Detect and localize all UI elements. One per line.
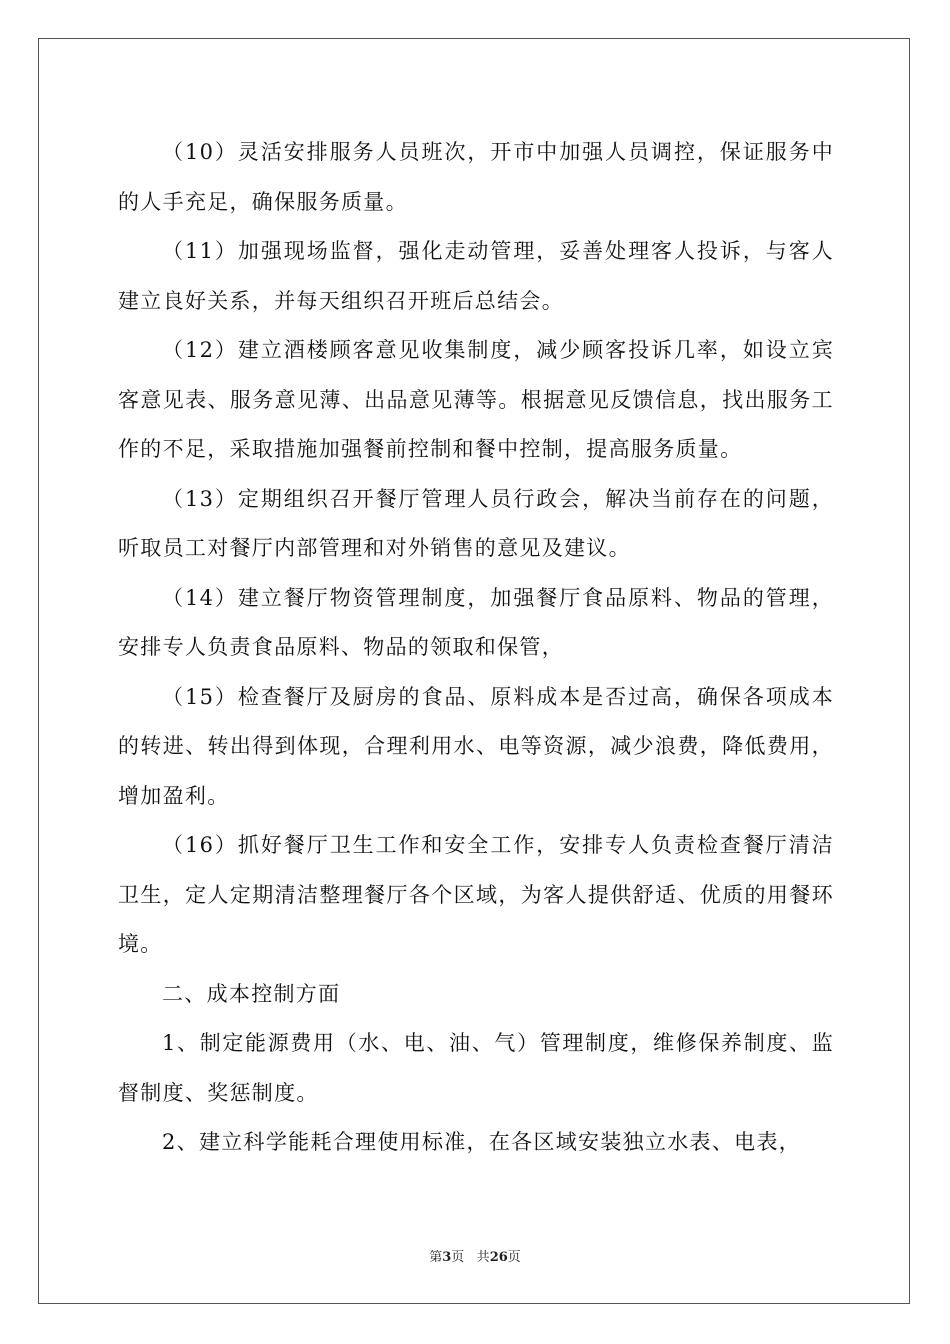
footer-prefix: 第 (429, 1250, 443, 1265)
paragraph-cost-2: 2、建立科学能耗合理使用标准，在各区域安装独立水表、电表， (162, 1130, 802, 1154)
paragraph-16: （16）抓好餐厅卫生工作和安全工作，安排专人负责检查餐厅清洁卫生，定人定期清洁整理餐厅各个区域，为客人提供舒适、优质的用餐环境。 (118, 833, 834, 956)
footer-page-number: 3 (442, 1250, 452, 1265)
paragraph-14: （14）建立餐厅物资管理制度，加强餐厅食品原料、物品的管理，安排专人负责食品原料、物品的领取和保管， (118, 585, 834, 659)
paragraph-11: （11）加强现场监督，强化走动管理，妥善处理客人投诉，与客人建立良好关系，并每天组织召开班后总结会。 (118, 239, 834, 313)
paragraph-cost-1: 1、制定能源费用（水、电、油、气）管理制度，维修保养制度、监督制度、奖惩制度。 (118, 1031, 834, 1105)
footer-total-prefix: 共 (476, 1250, 490, 1265)
paragraph-15: （15）检查餐厅及厨房的食品、原料成本是否过高，确保各项成本的转进、转出得到体现，合理利用水、电等资源，减少浪费，降低费用，增加盈利。 (118, 684, 834, 808)
footer-page-unit: 页 (451, 1250, 465, 1265)
page-footer (0, 1246, 950, 1265)
paragraph-13: （13）定期组织召开餐厅管理人员行政会，解决当前存在的问题，听取员工对餐厅内部管理和对外销售的意见及建议。 (118, 486, 834, 560)
footer-total-pages: 26 (489, 1250, 508, 1265)
document-body (118, 128, 834, 1168)
footer-total-unit: 页 (507, 1250, 521, 1265)
section-heading-cost-control: 二、成本控制方面 (162, 981, 341, 1006)
paragraph-10: （10）灵活安排服务人员班次，开市中加强人员调控，保证服务中的人手充足，确保服务质量。 (118, 140, 834, 214)
paragraph-12: （12）建立酒楼顾客意见收集制度，减少顾客投诉几率，如设立宾客意见表、服务意见薄、出品意见薄等。根据意见反馈信息，找出服务工作的不足，采取措施加强餐前控制和餐中控制，提高服务质量。 (118, 338, 834, 461)
